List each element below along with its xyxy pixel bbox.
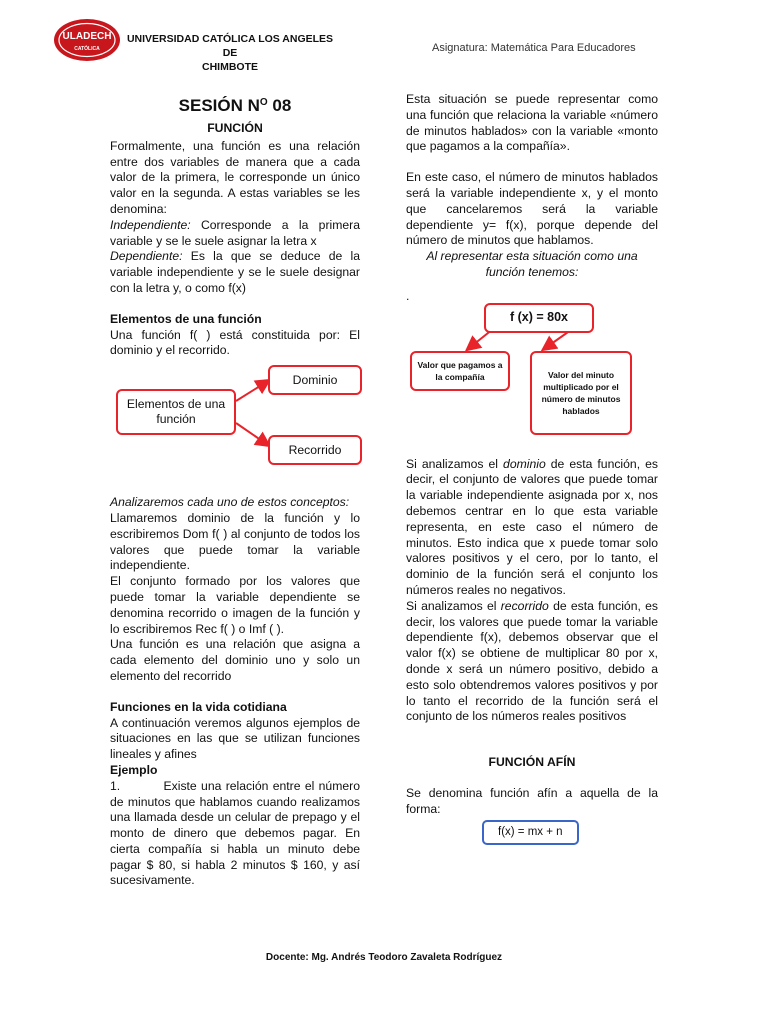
range-paragraph: El conjunto formado por los valores que puede tomar la variable dependiente se denomina recorrido o imagen de la función y lo escribiremos Rec f( ) o Imf ( ). <box>110 574 360 636</box>
arrow-to-dominio <box>236 381 268 401</box>
diagram-recorrido-box: Recorrido <box>268 435 362 465</box>
independent-label: Independiente: <box>110 217 191 232</box>
dependent-definition <box>110 249 360 296</box>
analyze-intro-text: Analizaremos cada uno de estos conceptos: <box>110 495 350 510</box>
domain-analysis-a: Si analizamos el <box>406 456 504 471</box>
range-analysis-b: de esta función, es decir, los valores que puede tomar la variable dependiente f(x), debemos observar que el valor f(x) se obtiene de multiplicar 80 por x, donde x será un número positivo, debido a esto solo obtendremos valores positivos y por lo tanto el recorrido de la función será el conjunto de los números reales positivos <box>406 598 658 724</box>
page-header <box>0 0 768 80</box>
affine-formula-box: f(x) = mx + n <box>482 820 579 846</box>
university-name <box>120 32 340 74</box>
session-title <box>110 92 360 117</box>
domain-analysis-paragraph <box>406 457 658 599</box>
arrow-to-recorrido <box>236 423 268 445</box>
independent-text: Corresponde a la primera variable y se le suele asignar la letra x <box>110 217 360 248</box>
dependent-text: Es la que se deduce de la variable independiente y se le suele designar con la letra y, o como f(x) <box>110 249 360 295</box>
independent-definition <box>110 218 360 250</box>
session-number: 08 <box>267 96 292 115</box>
elements-heading: Elementos de una función <box>110 311 262 326</box>
example-number: 1. <box>110 778 121 793</box>
university-name-line2: CHIMBOTE <box>202 61 258 73</box>
range-analysis-em: recorrido <box>500 598 549 613</box>
logo-subtext: CATÓLICA <box>74 46 100 52</box>
range-analysis-a: Si analizamos el <box>406 598 501 613</box>
paid-value-box: Valor que pagamos a la compañía <box>410 351 510 391</box>
right-column <box>406 92 658 845</box>
daily-life-paragraph: A continuación veremos algunos ejemplos de situaciones en las que se utilizan funciones lineales y afines <box>110 715 360 762</box>
example-text: Existe una relación entre el número de minutos que hablamos cuando realizamos una llamada desde un celular de prepago y el monto de dinero que debemos pagar. En cierta compañía si habla un minuto debe pagar $ 80, si habla 2 minutos $ 160, y así sucesivamente. <box>110 778 360 888</box>
range-analysis-paragraph <box>406 599 658 725</box>
stray-dot: . <box>406 288 410 303</box>
represent-paragraph <box>406 249 658 281</box>
page-footer: Docente: Mg. Andrés Teodoro Zavaleta Rodríguez <box>265 952 503 963</box>
elements-diagram <box>110 365 360 491</box>
formula-box: f (x) = 80x <box>484 303 594 333</box>
diagram-dominio-box: Dominio <box>268 365 362 395</box>
domain-analysis-em: dominio <box>503 456 546 471</box>
university-logo <box>52 16 122 64</box>
affine-paragraph: Se denomina función afín a aquella de la forma: <box>406 785 658 816</box>
affine-heading: FUNCIÓN AFÍN <box>488 755 576 770</box>
function-paragraph: Una función es una relación que asigna a cada elemento del dominio uno y solo un elemento del recorrido <box>110 637 360 683</box>
example-label: Ejemplo <box>110 762 158 777</box>
represent-text: Al representar esta situación como una función tenemos: <box>426 249 638 279</box>
daily-life-heading: Funciones en la vida cotidiana <box>110 699 287 714</box>
university-name-line1: UNIVERSIDAD CATÓLICA LOS ANGELES DE <box>126 33 334 59</box>
function-diagram <box>406 309 658 449</box>
session-title-text: SESIÓN N <box>178 96 260 115</box>
intro-paragraph: Formalmente, una función es una relación entre dos variables de manera que a cada valor de la primera, le corresponde un único valor en la segunda. A estas variables se les denomina: <box>110 138 360 216</box>
variables-paragraph: En este caso, el número de minutos hablados será la variable independiente x, y el monto que cancelaremos será la variable dependiente y= f(x), porque depende del número de minutos que hablamos. <box>406 170 658 248</box>
subject-label: Asignatura: Matemática Para Educadores <box>432 42 636 54</box>
analyze-intro <box>110 495 360 511</box>
minute-value-box: Valor del minuto multiplicado por el número de minutos hablados <box>530 351 632 435</box>
logo-text: ULADECH <box>62 31 112 42</box>
session-title-sup: O <box>259 97 268 108</box>
dependent-label: Dependiente: <box>110 249 183 264</box>
diagram-main-box: Elementos de una función <box>116 389 236 435</box>
elements-paragraph: Una función f( ) está constituida por: El dominio y el recorrido. <box>110 327 360 358</box>
domain-paragraph: Llamaremos dominio de la función y lo escribiremos Dom f( ) al conjunto de todos los valores que puede tomar la variable independiente. <box>110 510 360 573</box>
left-column <box>110 92 360 889</box>
situation-paragraph: Esta situación se puede representar como una función que relaciona la variable «número de minutos hablados» con la variable «monto que pagamos a la compañía». <box>406 92 658 154</box>
example-paragraph <box>110 779 360 890</box>
domain-analysis-b: de esta función, es decir, el conjunto de valores que puede tomar la variable independiente asignada por x, nos debemos centrar en lo que esta variable representa, en este caso el número de minutos. Esto indica que x puede tomar solo valores positivos y el cero, por lo tanto, el dominio de la función será el conjunto los números reales no negativos. <box>406 456 658 597</box>
section-subtitle: FUNCIÓN <box>207 121 263 135</box>
